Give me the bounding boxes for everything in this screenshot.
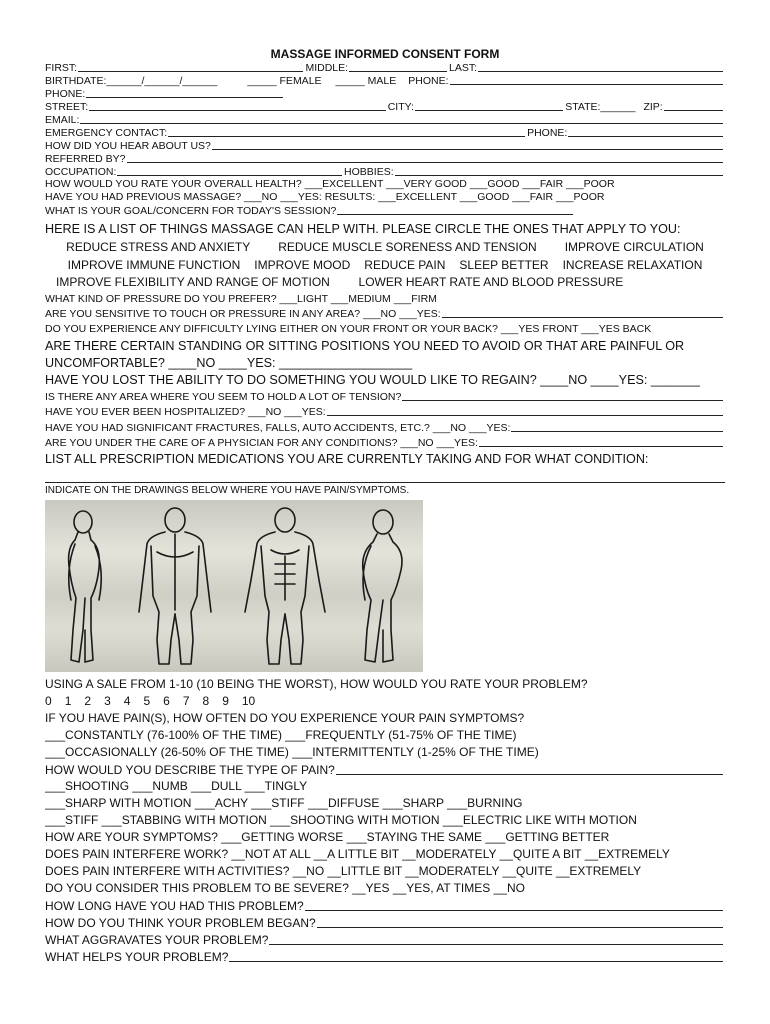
symptoms-trend[interactable]: HOW ARE YOUR SYMPTOMS? ___GETTING WORSE ___STAYING THE SAME ___GETTING BETTER <box>45 830 610 844</box>
helps-question: WHAT HELPS YOUR PROBLEM? <box>45 950 229 964</box>
form-title: MASSAGE INFORMED CONSENT FORM <box>270 47 500 61</box>
benefit-option[interactable]: INCREASE RELAXATION <box>562 258 703 272</box>
body-diagram <box>45 500 423 672</box>
first-label: FIRST: <box>45 62 78 74</box>
body-diagram-image[interactable] <box>45 500 423 672</box>
pain-type-options-1[interactable]: ___SHOOTING ___NUMB ___DULL ___TINGLY <box>45 779 308 793</box>
birthdate-row <box>45 74 725 87</box>
aggravates-row <box>45 932 725 947</box>
emergency-phone-label: PHONE: <box>527 127 568 139</box>
pain-type-field[interactable] <box>336 774 723 775</box>
referred-row <box>45 152 725 165</box>
emergency-field[interactable] <box>168 136 525 137</box>
first-field[interactable] <box>78 71 303 72</box>
street-field[interactable] <box>89 110 386 111</box>
occupation-label: OCCUPATION: <box>45 166 117 178</box>
figure-back[interactable] <box>139 508 211 664</box>
pain-frequency-question: IF YOU HAVE PAIN(S), HOW OFTEN DO YOU EXPERIENCE YOUR PAIN SYMPTOMS? <box>45 711 525 725</box>
aggravates-field[interactable] <box>269 944 723 945</box>
pain-frequency-options-2[interactable]: ___OCCASIONALLY (26-50% OF THE TIME) ___INTERMITTENTLY (1-25% OF THE TIME) <box>45 745 539 759</box>
aggravates-question: WHAT AGGRAVATES YOUR PROBLEM? <box>45 933 269 947</box>
goal-row <box>45 204 575 217</box>
pain-frequency-options-1[interactable]: ___CONSTANTLY (76-100% OF THE TIME) ___FREQUENTLY (51-75% OF THE TIME) <box>45 728 517 742</box>
zip-field[interactable] <box>664 110 723 111</box>
benefit-option[interactable]: REDUCE PAIN <box>364 258 446 272</box>
benefits-row-2 <box>45 258 725 273</box>
benefit-option[interactable]: IMPROVE FLEXIBILITY AND RANGE OF MOTION <box>56 275 330 289</box>
emergency-row <box>45 126 725 139</box>
heard-label: HOW DID YOU HEAR ABOUT US? <box>45 140 211 152</box>
physician-field[interactable] <box>479 446 723 447</box>
phone2-label: PHONE: <box>45 88 86 100</box>
scale-option[interactable]: 3 <box>104 694 111 708</box>
figure-front[interactable] <box>245 508 325 664</box>
tension-field[interactable] <box>402 400 723 401</box>
began-row <box>45 915 725 930</box>
scale-option[interactable]: 7 <box>182 694 190 708</box>
began-question: HOW DO YOU THINK YOUR PROBLEM BEGAN? <box>45 916 316 930</box>
emergency-phone-field[interactable] <box>568 136 723 137</box>
middle-label: MIDDLE: <box>305 62 349 74</box>
interfere-work[interactable]: DOES PAIN INTERFERE WORK? __NOT AT ALL __A LITTLE BIT __MODERATELY __QUITE A BIT __EXTREMELY <box>45 847 670 861</box>
severity-question[interactable]: DO YOU CONSIDER THIS PROBLEM TO BE SEVERE? __YES __YES, AT TIMES __NO <box>45 881 525 895</box>
how-long-field[interactable] <box>305 910 723 911</box>
phone2-field[interactable] <box>86 97 283 98</box>
hospital-field[interactable] <box>327 415 723 416</box>
address-row <box>45 100 725 113</box>
physician-row <box>45 436 725 449</box>
heard-row <box>45 139 725 152</box>
benefit-option[interactable]: IMPROVE IMMUNE FUNCTION <box>67 258 241 272</box>
scale-option[interactable]: 1 <box>64 694 72 708</box>
scale-option[interactable]: 2 <box>84 694 92 708</box>
pain-type-options-2[interactable]: ___SHARP WITH MOTION ___ACHY ___STIFF ___DIFFUSE ___SHARP ___BURNING <box>45 796 523 810</box>
pain-type-options-3[interactable]: ___STIFF ___STABBING WITH MOTION ___SHOOTING WITH MOTION ___ELECTRIC LIKE WITH MOTION <box>45 813 637 827</box>
drawings-instruction: INDICATE ON THE DRAWINGS BELOW WHERE YOU HAVE PAIN/SYMPTOMS. <box>45 485 410 496</box>
ability-question[interactable]: HAVE YOU LOST THE ABILITY TO DO SOMETHING YOU WOULD LIKE TO REGAIN? ____NO ____YES: _______ <box>45 373 700 387</box>
occupation-row <box>45 165 725 178</box>
city-field[interactable] <box>415 110 563 111</box>
scale-option[interactable]: 10 <box>241 694 256 708</box>
tension-question: IS THERE ANY AREA WHERE YOU SEEM TO HOLD A LOT OF TENSION? <box>45 391 402 403</box>
medications-field[interactable] <box>45 482 725 483</box>
hobbies-label: HOBBIES: <box>344 166 394 178</box>
street-label: STREET: <box>45 101 89 113</box>
pain-type-row <box>45 762 725 777</box>
positions-question-1: ARE THERE CERTAIN STANDING OR SITTING POSITIONS YOU NEED TO AVOID OR THAT ARE PAINFUL OR <box>45 339 685 353</box>
figure-side-left[interactable] <box>69 511 102 662</box>
sensitive-field[interactable] <box>442 317 723 318</box>
referred-label: REFERRED BY? <box>45 153 126 165</box>
name-row <box>45 61 725 74</box>
benefit-option[interactable]: IMPROVE CIRCULATION <box>564 240 704 254</box>
benefits-row-3 <box>56 275 716 290</box>
fractures-row <box>45 421 725 434</box>
heard-field[interactable] <box>212 149 723 150</box>
benefit-option[interactable]: SLEEP BETTER <box>459 258 549 272</box>
how-long-row <box>45 898 725 913</box>
scale-option[interactable]: 8 <box>202 694 210 708</box>
scale-option[interactable]: 9 <box>222 694 229 708</box>
benefits-row-1 <box>45 240 725 255</box>
medications-question: LIST ALL PRESCRIPTION MEDICATIONS YOU ARE CURRENTLY TAKING AND FOR WHAT CONDITION: <box>45 452 649 466</box>
hospital-row <box>45 405 725 418</box>
email-label: EMAIL: <box>45 114 80 126</box>
occupation-field[interactable] <box>117 175 342 176</box>
interfere-activities[interactable]: DOES PAIN INTERFERE WITH ACTIVITIES? __NO __LITTLE BIT __MODERATELY __QUITE __EXTREMELY <box>45 864 642 878</box>
physician-question[interactable]: ARE YOU UNDER THE CARE OF A PHYSICIAN FOR ANY CONDITIONS? ___NO ___YES: <box>45 437 478 449</box>
emergency-label: EMERGENCY CONTACT: <box>45 127 168 139</box>
figure-side-right[interactable] <box>363 510 402 662</box>
helps-field[interactable] <box>229 961 723 962</box>
pain-type-question: HOW WOULD YOU DESCRIBE THE TYPE OF PAIN? <box>45 763 335 777</box>
positions-question-2[interactable]: UNCOMFORTABLE? ____NO ____YES: ___________________ <box>45 356 413 370</box>
last-label: LAST: <box>449 62 478 74</box>
middle-field[interactable] <box>349 71 447 72</box>
began-field[interactable] <box>317 927 723 928</box>
hobbies-field[interactable] <box>395 175 723 176</box>
state-field[interactable]: STATE:______ <box>565 101 636 113</box>
benefits-heading: HERE IS A LIST OF THINGS MASSAGE CAN HELP WITH. PLEASE CIRCLE THE ONES THAT APPLY TO YOU: <box>45 222 681 236</box>
tension-row <box>45 390 725 403</box>
previous-massage[interactable]: HAVE YOU HAD PREVIOUS MASSAGE? ___NO ___YES: RESULTS: ___EXCELLENT ___GOOD ___FAIR ___POOR <box>45 191 605 203</box>
zip-label: ZIP: <box>643 101 663 113</box>
benefit-option[interactable]: REDUCE STRESS AND ANXIETY <box>66 240 251 254</box>
phone-field[interactable] <box>450 84 723 85</box>
goal-field[interactable] <box>337 214 573 215</box>
pain-scale-question: USING A SALE FROM 1-10 (10 BEING THE WORST), HOW WOULD YOU RATE YOUR PROBLEM? <box>45 677 588 691</box>
hospital-question[interactable]: HAVE YOU EVER BEEN HOSPITALIZED? ___NO ___YES: <box>45 406 326 418</box>
referred-field[interactable] <box>127 162 723 163</box>
fractures-question[interactable]: HAVE YOU HAD SIGNIFICANT FRACTURES, FALLS, AUTO ACCIDENTS, ETC.? ___NO ___YES: <box>45 422 511 434</box>
sensitive-question[interactable]: ARE YOU SENSITIVE TO TOUCH OR PRESSURE IN ANY AREA? ___NO ___YES: <box>45 308 441 320</box>
health-rating[interactable]: HOW WOULD YOU RATE YOUR OVERALL HEALTH? ___EXCELLENT ___VERY GOOD ___GOOD ___FAIR ___POOR <box>45 178 615 190</box>
how-long-question: HOW LONG HAVE YOU HAD THIS PROBLEM? <box>45 899 304 913</box>
pressure-question[interactable]: WHAT KIND OF PRESSURE DO YOU PREFER? ___LIGHT ___MEDIUM ___FIRM <box>45 293 437 305</box>
fractures-field[interactable] <box>511 431 723 432</box>
scale-option[interactable]: 5 <box>143 694 151 708</box>
phone2-row <box>45 87 285 100</box>
female-option[interactable]: _____ FEMALE <box>247 75 322 87</box>
benefit-option[interactable]: IMPROVE MOOD <box>254 258 351 272</box>
sensitive-row <box>45 307 725 320</box>
birthdate-field[interactable]: BIRTHDATE:______/______/______ <box>45 75 218 87</box>
city-label: CITY: <box>387 101 414 113</box>
helps-row <box>45 949 725 964</box>
scale-option[interactable]: 4 <box>123 694 131 708</box>
benefit-option[interactable]: REDUCE MUSCLE SORENESS AND TENSION <box>278 240 537 254</box>
email-row <box>45 113 725 126</box>
pain-scale <box>45 694 725 709</box>
benefit-option[interactable]: LOWER HEART RATE AND BLOOD PRESSURE <box>358 275 624 289</box>
male-option[interactable]: _____ MALE <box>335 75 397 87</box>
phone-label: PHONE: <box>408 75 449 87</box>
goal-label: WHAT IS YOUR GOAL/CONCERN FOR TODAY'S SESSION? <box>45 205 337 217</box>
scale-option[interactable]: 6 <box>163 694 170 708</box>
scale-option[interactable]: 0 <box>45 694 52 708</box>
lying-question[interactable]: DO YOU EXPERIENCE ANY DIFFICULTY LYING EITHER ON YOUR FRONT OR YOUR BACK? ___YES FRONT ___YES BACK <box>45 323 652 335</box>
email-field[interactable] <box>80 123 723 124</box>
last-field[interactable] <box>478 71 723 72</box>
